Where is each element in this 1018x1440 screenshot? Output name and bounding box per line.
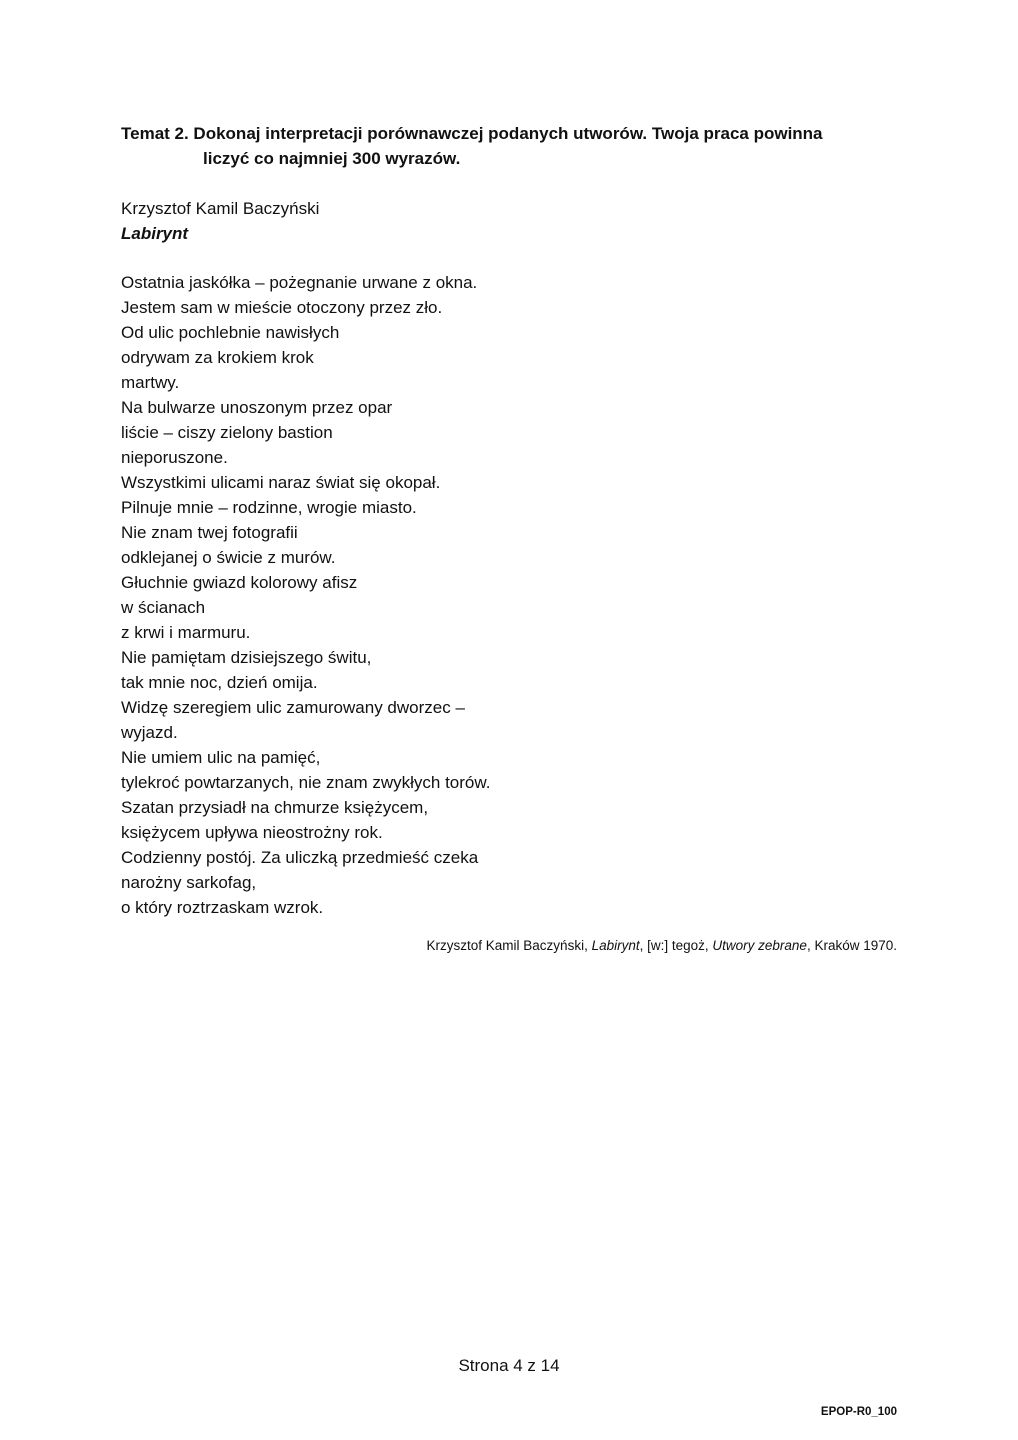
poem-line: Szatan przysiadł na chmurze księżycem, bbox=[121, 798, 429, 817]
poem-line: tak mnie noc, dzień omija. bbox=[121, 673, 318, 692]
poem-line: Nie umiem ulic na pamięć, bbox=[121, 748, 321, 767]
poem-line: Nie znam twej fotografii bbox=[121, 523, 298, 542]
poem-text bbox=[121, 270, 490, 920]
page-number: Strona 4 z 14 bbox=[458, 1356, 560, 1375]
poem-line: wyjazd. bbox=[121, 723, 178, 742]
topic-line-2: liczyć co najmniej 300 wyrazów. bbox=[203, 149, 461, 168]
source-author: Krzysztof Kamil Baczyński, bbox=[426, 938, 592, 953]
poem-line: Jestem sam w mieście otoczony przez zło. bbox=[121, 298, 443, 317]
poem-line: Na bulwarze unoszonym przez opar bbox=[121, 398, 393, 417]
source-citation bbox=[427, 936, 897, 956]
poem-line: Widzę szeregiem ulic zamurowany dworzec – bbox=[121, 698, 465, 717]
poem-line: nieporuszone. bbox=[121, 448, 228, 467]
document-code: EPOP-R0_100 bbox=[820, 1406, 897, 1418]
poem-line: w ścianach bbox=[121, 598, 206, 617]
poem-line: Wszystkimi ulicami naraz świat się okopał. bbox=[121, 473, 441, 492]
topic-line-1: Temat 2. Dokonaj interpretacji porównawczej podanych utworów. Twoja praca powinna bbox=[121, 124, 823, 143]
poem-line: Nie pamiętam dzisiejszego świtu, bbox=[121, 648, 372, 667]
poem-line: narożny sarkofag, bbox=[121, 873, 257, 892]
topic-heading bbox=[121, 121, 911, 171]
poem-line: Głuchnie gwiazd kolorowy afisz bbox=[121, 573, 358, 592]
poem-line: martwy. bbox=[121, 373, 180, 392]
source-end: , Kraków 1970. bbox=[806, 938, 897, 953]
poem-line: z krwi i marmuru. bbox=[121, 623, 251, 642]
poem-line: o który roztrzaskam wzrok. bbox=[121, 898, 324, 917]
source-middle: , [w:] tegoż, bbox=[639, 938, 713, 953]
poem-line: odklejanej o świcie z murów. bbox=[121, 548, 336, 567]
poem-line: Od ulic pochlebnie nawisłych bbox=[121, 323, 340, 342]
poem-title: Labirynt bbox=[121, 224, 189, 243]
poem-line: odrywam za krokiem krok bbox=[121, 348, 314, 367]
poem-line: Pilnuje mnie – rodzinne, wrogie miasto. bbox=[121, 498, 417, 517]
poem-author: Krzysztof Kamil Baczyński bbox=[121, 199, 320, 218]
poem-line: księżycem upływa nieostrożny rok. bbox=[121, 823, 383, 842]
source-title: Labirynt bbox=[591, 938, 640, 953]
source-book: Utwory zebrane bbox=[712, 938, 807, 953]
poem-line: Ostatnia jaskółka – pożegnanie urwane z okna. bbox=[121, 273, 478, 292]
poem-line: tylekroć powtarzanych, nie znam zwykłych torów. bbox=[121, 773, 491, 792]
poem-line: Codzienny postój. Za uliczką przedmieść czeka bbox=[121, 848, 479, 867]
poem-line: liście – ciszy zielony bastion bbox=[121, 423, 333, 442]
